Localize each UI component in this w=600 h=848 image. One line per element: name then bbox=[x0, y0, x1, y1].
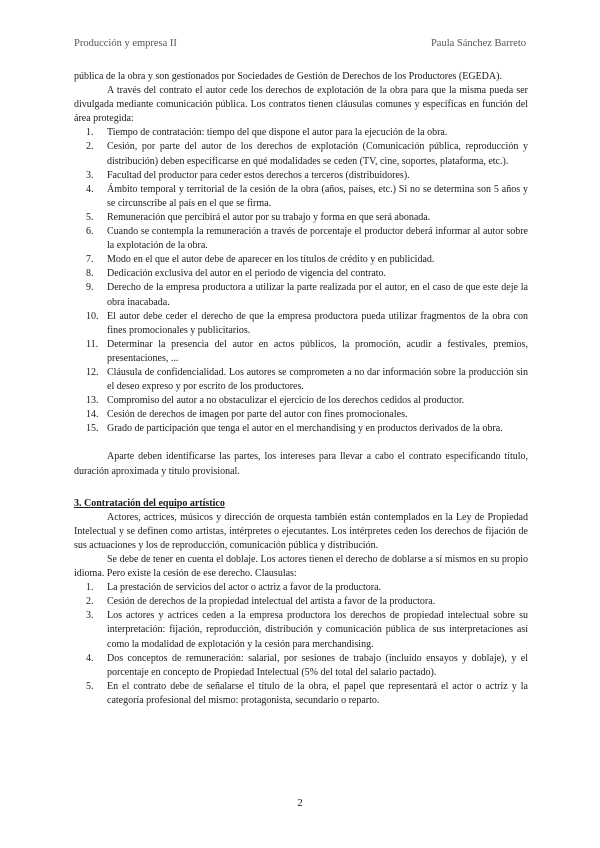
list-item: 1. La prestación de servicios del actor o actriz a favor de la productora. bbox=[86, 582, 382, 594]
list-item: 8. Dedicación exclusiva del autor en el periodo de vigencia del contrato. bbox=[86, 268, 387, 280]
list-item: 3. Facultad del productor para ceder estos derechos a terceros (distribuidores). bbox=[86, 169, 410, 181]
list-item: 12. Cláusula de confidencialidad. Los autores se comprometen a no dar información sobre la producción sin el deseo expreso y por escrito de los productores. bbox=[86, 366, 528, 393]
list-item: 9. Derecho de la empresa productora a utilizar la parte realizada por el autor, en el caso de que este deje la obra inacabada. bbox=[86, 282, 528, 308]
list-item: 2. Cesión de derechos de la propiedad intelectual del artista a favor de la productora. bbox=[86, 596, 436, 608]
parties-paragraph: Aparte deben identificarse las partes, los intereses para llevar a cabo el contrato especificando título, duración aproximada y título provisional. bbox=[74, 451, 528, 477]
intro-paragraph: A través del contrato el autor cede los derechos de explotación de la obra para que la misma pueda ser divulgada mediante comunicación pública. Los contratos tienen cláusulas comunes y específicas en función del área protegida: bbox=[74, 85, 528, 125]
list-item: 3. Los actores y actrices ceden a la empresa productora los derechos de propiedad intelectual sobre su interpretación: fijación, reproducción, distribución y comunicación pública de sus interpretaciones así como la modalidad de explotación y la cesión para merchandising. bbox=[86, 610, 528, 650]
page-body bbox=[74, 70, 528, 708]
list-item: 7. Modo en el que el autor debe de aparecer en los títulos de crédito y en publicidad. bbox=[86, 254, 435, 266]
section-paragraph: Se debe de tener en cuenta el doblaje. Los actores tienen el derecho de doblarse a sí mismos en su propio idioma. Pero existe la cesión de ese derecho. Clausulas: bbox=[74, 554, 528, 580]
header-course-title: Producción y empresa II bbox=[74, 38, 177, 49]
list-item: 14. Cesión de derechos de imagen por parte del autor con fines promocionales. bbox=[86, 409, 408, 421]
section-heading: 3. Contratación del equipo artístico bbox=[74, 497, 225, 509]
header-author: Paula Sánchez Barreto bbox=[430, 38, 526, 49]
list-item: 4. Ámbito temporal y territorial de la cesión de la obra (años, países, etc.) Si no se determina son 5 años y se circunscribe al país en el que se firma. bbox=[86, 183, 528, 209]
list-item: 4. Dos conceptos de remuneración: salarial, por sesiones de trabajo (incluido ensayos y doblaje), y el porcentaje en concepto de Propiedad Intelectual (5% del total del salario pactado). bbox=[86, 652, 528, 678]
page-number: 2 bbox=[297, 797, 303, 809]
contract-clauses-list bbox=[74, 126, 528, 436]
list-item: 1. Tiempo de contratación: tiempo del que dispone el autor para la ejecución de la obra. bbox=[86, 127, 448, 139]
list-item: 5. En el contrato debe de señalarse el título de la obra, el papel que representará el actor o actriz y la categoría profesional del mismo: protagonista, secundario o reparto. bbox=[86, 680, 528, 706]
list-item: 5. Remuneración que percibirá el autor por su trabajo y forma en que será abonada. bbox=[86, 211, 431, 223]
artistic-clauses-list bbox=[74, 581, 528, 708]
list-item: 10. El autor debe ceder el derecho de que la empresa productora pueda utilizar fragmentos de la obra con fines promocionales y publicitarios. bbox=[86, 310, 528, 336]
section-paragraph: Actores, actrices, músicos y dirección de orquesta también están contemplados en la Ley de Propiedad Intelectual y se definen como artistas, intérpretes o ejecutantes. Los intérpretes ceden los derechos de fijación de sus actuaciones y los de reproducción, comunicación pública y distribución. bbox=[74, 511, 528, 551]
list-item: 6. Cuando se contempla la remuneración a través de porcentaje el productor deberá informar al autor sobre la explotación de la obra. bbox=[86, 226, 528, 252]
intro-paragraph-continued: pública de la obra y son gestionados por Sociedades de Gestión de Derechos de los Productores (EGEDA). bbox=[74, 71, 502, 82]
list-item: 15. Grado de participación que tenga el autor en el merchandising y en productos derivados de la obra. bbox=[86, 423, 503, 435]
list-item: 11. Determinar la presencia del autor en actos públicos, la promoción, acudir a festivales, premios, presentaciones, ... bbox=[86, 338, 528, 364]
list-item: 2. Cesión, por parte del autor de los derechos de explotación (Comunicación pública, reproducción y distribución) deben especificarse en qué modalidades se ceden (TV, cine, soportes, plataforma, etc.). bbox=[86, 141, 528, 167]
list-item: 13. Compromiso del autor a no obstaculizar el ejercicio de los derechos cedidos al productor. bbox=[86, 395, 465, 407]
